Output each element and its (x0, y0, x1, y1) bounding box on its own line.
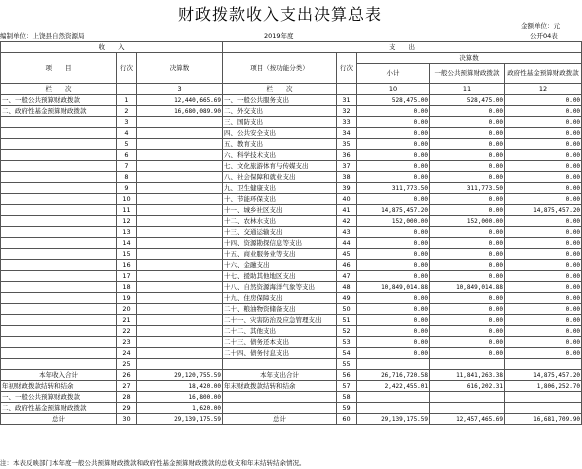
expense-subtotal-cell: 152,000.00 (357, 216, 430, 227)
table-row (1, 359, 582, 370)
income-row-no-cell: 27 (117, 381, 137, 392)
expense-row-no-cell: 40 (337, 194, 357, 205)
footnote: 注：本表反映部门本年度一般公共预算财政拨款和政府性基金预算财政拨款的总收支和年末结转结余情况。 (0, 459, 306, 467)
expense-subtotal-cell (357, 359, 430, 370)
table-row (1, 293, 582, 304)
income-amount-cell: 1,620.00 (137, 403, 223, 414)
income-amount-cell (137, 249, 223, 260)
expense-gov-fund-cell: 0.00 (505, 216, 582, 227)
income-row-no-cell: 30 (117, 414, 137, 425)
income-amount-cell: 29,139,175.59 (137, 414, 223, 425)
expense-row-no-cell: 31 (337, 95, 357, 106)
expense-row-no-cell: 36 (337, 150, 357, 161)
row-no-header-2: 行次 (337, 53, 357, 84)
budget-table (0, 41, 582, 425)
expense-row-no-cell: 44 (337, 238, 357, 249)
expense-item-cell: 二十四、债务付息支出 (223, 348, 337, 359)
expense-general-budget-cell (430, 392, 505, 403)
income-item-cell (1, 216, 117, 227)
expense-gov-fund-cell: 0.00 (505, 161, 582, 172)
expense-general-budget-cell (430, 359, 505, 370)
expense-gov-fund-cell (505, 359, 582, 370)
expense-item-cell: 一、一般公共服务支出 (223, 95, 337, 106)
expense-gov-fund-cell: 0.00 (505, 293, 582, 304)
expense-gov-fund-cell: 0.00 (505, 194, 582, 205)
income-item-cell (1, 326, 117, 337)
expense-row-no-cell: 54 (337, 348, 357, 359)
expense-subtotal-cell: 0.00 (357, 249, 430, 260)
income-row-no-cell: 6 (117, 150, 137, 161)
table-row (1, 260, 582, 271)
expense-general-budget-cell: 0.00 (430, 348, 505, 359)
col-3: 3 (137, 84, 223, 95)
expense-gov-fund-cell: 0.00 (505, 282, 582, 293)
income-item-cell (1, 260, 117, 271)
expense-general-budget-cell: 616,202.31 (430, 381, 505, 392)
table-row (1, 216, 582, 227)
expense-gov-fund-cell: 0.00 (505, 271, 582, 282)
expense-item-cell: 本年支出合计 (223, 370, 337, 381)
expense-general-budget-cell: 0.00 (430, 172, 505, 183)
expense-subtotal-cell: 29,139,175.59 (357, 414, 430, 425)
expense-item-cell: 十二、农林水支出 (223, 216, 337, 227)
income-item-cell (1, 172, 117, 183)
final-amount-header: 决算数 (137, 53, 223, 84)
income-amount-cell (137, 139, 223, 150)
expense-row-no-cell: 47 (337, 271, 357, 282)
page-title: 财政拨款收入支出决算总表 (177, 5, 382, 24)
expense-header: 支 出 (223, 42, 582, 53)
form-number: 公开04表 (530, 32, 558, 40)
expense-subtotal-cell: 0.00 (357, 337, 430, 348)
income-row-no-cell: 17 (117, 271, 137, 282)
expense-row-no-cell: 34 (337, 128, 357, 139)
expense-gov-fund-cell: 0.00 (505, 326, 582, 337)
expense-item-cell (223, 392, 337, 403)
expense-row-no-cell: 59 (337, 403, 357, 414)
expense-item-cell: 二、外交支出 (223, 106, 337, 117)
expense-item-cell: 十八、自然资源海洋气象等支出 (223, 282, 337, 293)
expense-subtotal-cell: 0.00 (357, 238, 430, 249)
expense-general-budget-cell: 528,475.00 (430, 95, 505, 106)
expense-item-cell: 二十、粮油物资储备支出 (223, 304, 337, 315)
income-item-cell (1, 359, 117, 370)
income-item-cell (1, 227, 117, 238)
income-item-cell: 一、一般公共预算财政拨款 (1, 392, 117, 403)
expense-item-cell: 十九、住房保障支出 (223, 293, 337, 304)
expense-gov-fund-cell: 0.00 (505, 128, 582, 139)
expense-subtotal-cell: 0.00 (357, 271, 430, 282)
expense-general-budget-cell (430, 403, 505, 414)
income-header: 收 入 (1, 42, 223, 53)
income-amount-cell (137, 293, 223, 304)
expense-item-cell: 十六、金融支出 (223, 260, 337, 271)
income-amount-cell (137, 161, 223, 172)
income-row-no-cell: 14 (117, 238, 137, 249)
expense-row-no-cell: 55 (337, 359, 357, 370)
income-row-no-cell: 11 (117, 205, 137, 216)
income-row-no-cell: 25 (117, 359, 137, 370)
income-row-no-cell: 4 (117, 128, 137, 139)
expense-item-cell: 十四、资源勘探信息等支出 (223, 238, 337, 249)
income-row-no-cell: 7 (117, 161, 137, 172)
expense-general-budget-cell: 0.00 (430, 194, 505, 205)
income-row-no-cell: 20 (117, 304, 137, 315)
table-row (1, 183, 582, 194)
expense-row-no-cell: 60 (337, 414, 357, 425)
income-item-cell (1, 128, 117, 139)
expense-item-cell: 五、教育支出 (223, 139, 337, 150)
meta-row (0, 31, 560, 39)
expense-row-no-cell: 49 (337, 293, 357, 304)
expense-subtotal-cell: 0.00 (357, 139, 430, 150)
expense-gov-fund-cell: 0.00 (505, 150, 582, 161)
income-amount-cell (137, 315, 223, 326)
expense-subtotal-cell: 0.00 (357, 161, 430, 172)
expense-gov-fund-cell: 1,806,252.70 (505, 381, 582, 392)
expense-general-budget-cell: 311,773.50 (430, 183, 505, 194)
expense-row-no-cell: 46 (337, 260, 357, 271)
income-row-no-cell: 1 (117, 95, 137, 106)
expense-item-cell: 三、国防支出 (223, 117, 337, 128)
expense-general-budget-cell: 152,000.00 (430, 216, 505, 227)
expense-gov-fund-cell: 0.00 (505, 172, 582, 183)
income-amount-cell: 16,800.00 (137, 392, 223, 403)
income-item-cell: 二、政府性基金预算财政拨款 (1, 106, 117, 117)
expense-row-no-cell: 43 (337, 227, 357, 238)
expense-subtotal-cell: 0.00 (357, 150, 430, 161)
income-row-no-cell: 10 (117, 194, 137, 205)
expense-gov-fund-cell: 0.00 (505, 183, 582, 194)
income-amount-cell (137, 117, 223, 128)
expense-row-no-cell: 42 (337, 216, 357, 227)
income-row-no-cell: 22 (117, 326, 137, 337)
income-amount-cell (137, 260, 223, 271)
expense-item-cell: 十七、援助其他地区支出 (223, 271, 337, 282)
expense-general-budget-cell: 0.00 (430, 315, 505, 326)
expense-gov-fund-cell: 0.00 (505, 348, 582, 359)
income-row-no-cell: 12 (117, 216, 137, 227)
final-amount-header-2: 决算数 (357, 53, 582, 64)
expense-subtotal-cell: 0.00 (357, 172, 430, 183)
col-12: 12 (505, 84, 582, 95)
income-amount-cell (137, 271, 223, 282)
table-row (1, 249, 582, 260)
income-row-no-cell: 28 (117, 392, 137, 403)
expense-general-budget-cell: 0.00 (430, 106, 505, 117)
expense-item-cell: 十三、交通运输支出 (223, 227, 337, 238)
col-10: 10 (357, 84, 430, 95)
expense-gov-fund-cell: 0.00 (505, 249, 582, 260)
expense-item-cell (223, 359, 337, 370)
income-amount-cell (137, 304, 223, 315)
expense-subtotal-cell: 0.00 (357, 315, 430, 326)
org-label: 编制单位：上饶县自然资源局 (0, 32, 85, 40)
income-row-no-cell: 19 (117, 293, 137, 304)
table-row (1, 95, 582, 106)
income-item-cell (1, 315, 117, 326)
income-amount-cell (137, 205, 223, 216)
expense-gov-fund-cell: 16,681,709.90 (505, 414, 582, 425)
expense-subtotal-cell: 0.00 (357, 326, 430, 337)
income-amount-cell (137, 183, 223, 194)
expense-subtotal-cell: 14,875,457.20 (357, 205, 430, 216)
expense-general-budget-cell: 0.00 (430, 293, 505, 304)
table-row (1, 304, 582, 315)
expense-row-no-cell: 57 (337, 381, 357, 392)
expense-gov-fund-cell: 14,875,457.20 (505, 370, 582, 381)
expense-gov-fund-cell: 14,875,457.20 (505, 205, 582, 216)
income-row-no-cell: 23 (117, 337, 137, 348)
expense-subtotal-cell: 0.00 (357, 194, 430, 205)
header-row-sections (1, 42, 582, 53)
table-row (1, 403, 582, 414)
expense-item-cell: 二十一、灾害防治及应急管理支出 (223, 315, 337, 326)
col-label: 栏 次 (1, 84, 117, 95)
income-item-cell: 年初财政拨款结转和结余 (1, 381, 117, 392)
income-amount-cell (137, 172, 223, 183)
row-no-header: 行次 (117, 53, 137, 84)
table-row (1, 227, 582, 238)
expense-gov-fund-cell: 0.00 (505, 139, 582, 150)
expense-gov-fund-cell: 0.00 (505, 117, 582, 128)
general-budget-header: 一般公共预算财政拨款 (430, 64, 505, 84)
income-item-cell: 二、政府性基金预算财政拨款 (1, 403, 117, 414)
income-item-cell: 总计 (1, 414, 117, 425)
expense-subtotal-cell: 0.00 (357, 260, 430, 271)
income-item-cell (1, 161, 117, 172)
income-amount-cell (137, 227, 223, 238)
expense-row-no-cell: 41 (337, 205, 357, 216)
expense-general-budget-cell: 0.00 (430, 238, 505, 249)
expense-item-cell: 四、公共安全支出 (223, 128, 337, 139)
col-11: 11 (430, 84, 505, 95)
income-item-cell (1, 183, 117, 194)
expense-row-no-cell: 56 (337, 370, 357, 381)
income-row-no-cell: 24 (117, 348, 137, 359)
table-row (1, 128, 582, 139)
amount-unit-label: 金额单位：元 (521, 22, 560, 30)
expense-row-no-cell: 39 (337, 183, 357, 194)
expense-general-budget-cell: 12,457,465.69 (430, 414, 505, 425)
expense-general-budget-cell: 0.00 (430, 128, 505, 139)
income-item-cell (1, 238, 117, 249)
header-row-final (1, 53, 582, 64)
item-header: 项 目 (1, 53, 117, 84)
expense-subtotal-cell: 26,716,720.58 (357, 370, 430, 381)
expense-gov-fund-cell: 0.00 (505, 95, 582, 106)
expense-row-no-cell: 52 (337, 326, 357, 337)
expense-item-cell: 十一、城乡社区支出 (223, 205, 337, 216)
table-row (1, 370, 582, 381)
expense-subtotal-cell: 0.00 (357, 106, 430, 117)
income-amount-cell: 18,420.00 (137, 381, 223, 392)
table-row (1, 348, 582, 359)
table-row (1, 414, 582, 425)
expense-general-budget-cell: 0.00 (430, 271, 505, 282)
expense-general-budget-cell: 0.00 (430, 304, 505, 315)
expense-item-cell: 十、节能环保支出 (223, 194, 337, 205)
table-row (1, 172, 582, 183)
col-label-2: 栏 次 (223, 84, 337, 95)
table-row (1, 326, 582, 337)
income-row-no-cell: 18 (117, 282, 137, 293)
income-item-cell (1, 304, 117, 315)
table-row (1, 106, 582, 117)
expense-subtotal-cell: 311,773.50 (357, 183, 430, 194)
income-amount-cell (137, 348, 223, 359)
expense-row-no-cell: 51 (337, 315, 357, 326)
expense-general-budget-cell: 11,841,263.38 (430, 370, 505, 381)
income-amount-cell: 12,440,665.69 (137, 95, 223, 106)
expense-gov-fund-cell: 0.00 (505, 337, 582, 348)
expense-row-no-cell: 32 (337, 106, 357, 117)
income-item-cell (1, 205, 117, 216)
income-row-no-cell: 3 (117, 117, 137, 128)
income-row-no-cell: 2 (117, 106, 137, 117)
expense-general-budget-cell: 10,849,014.88 (430, 282, 505, 293)
expense-gov-fund-cell: 0.00 (505, 106, 582, 117)
expense-row-no-cell: 37 (337, 161, 357, 172)
table-row (1, 150, 582, 161)
income-row-no-cell: 9 (117, 183, 137, 194)
table-row (1, 337, 582, 348)
table-row (1, 194, 582, 205)
expense-general-budget-cell: 0.00 (430, 161, 505, 172)
table-row (1, 205, 582, 216)
expense-subtotal-cell: 0.00 (357, 117, 430, 128)
income-item-cell: 本年收入合计 (1, 370, 117, 381)
expense-general-budget-cell: 0.00 (430, 139, 505, 150)
expense-item-cell: 八、社会保障和就业支出 (223, 172, 337, 183)
expense-general-budget-cell: 0.00 (430, 337, 505, 348)
expense-subtotal-cell: 10,849,014.88 (357, 282, 430, 293)
func-item-header: 项目（按功能分类） (223, 53, 337, 84)
expense-general-budget-cell: 0.00 (430, 205, 505, 216)
income-row-no-cell: 16 (117, 260, 137, 271)
expense-gov-fund-cell (505, 403, 582, 414)
expense-item-cell: 九、卫生健康支出 (223, 183, 337, 194)
expense-item-cell: 六、科学技术支出 (223, 150, 337, 161)
expense-row-no-cell: 35 (337, 139, 357, 150)
income-amount-cell (137, 282, 223, 293)
income-item-cell (1, 293, 117, 304)
expense-row-no-cell: 58 (337, 392, 357, 403)
income-item-cell (1, 348, 117, 359)
expense-item-cell: 总计 (223, 414, 337, 425)
income-row-no-cell: 29 (117, 403, 137, 414)
expense-gov-fund-cell: 0.00 (505, 260, 582, 271)
income-item-cell (1, 249, 117, 260)
income-item-cell (1, 194, 117, 205)
table-row (1, 238, 582, 249)
income-row-no-cell: 26 (117, 370, 137, 381)
table-row (1, 139, 582, 150)
income-item-cell (1, 117, 117, 128)
income-item-cell (1, 150, 117, 161)
expense-row-no-cell: 33 (337, 117, 357, 128)
expense-general-budget-cell: 0.00 (430, 227, 505, 238)
income-item-cell (1, 337, 117, 348)
income-amount-cell (137, 194, 223, 205)
expense-row-no-cell: 38 (337, 172, 357, 183)
table-row (1, 381, 582, 392)
expense-subtotal-cell (357, 403, 430, 414)
expense-general-budget-cell: 0.00 (430, 150, 505, 161)
expense-subtotal-cell: 2,422,455.01 (357, 381, 430, 392)
expense-gov-fund-cell: 0.00 (505, 315, 582, 326)
expense-subtotal-cell: 0.00 (357, 128, 430, 139)
table-row (1, 161, 582, 172)
table-row (1, 117, 582, 128)
expense-item-cell: 二十三、债务还本支出 (223, 337, 337, 348)
expense-general-budget-cell: 0.00 (430, 260, 505, 271)
income-row-no-cell: 13 (117, 227, 137, 238)
income-amount-cell (137, 326, 223, 337)
income-amount-cell (137, 359, 223, 370)
income-amount-cell (137, 238, 223, 249)
expense-gov-fund-cell: 0.00 (505, 238, 582, 249)
expense-gov-fund-cell: 0.00 (505, 227, 582, 238)
expense-row-no-cell: 50 (337, 304, 357, 315)
table-row (1, 271, 582, 282)
gov-fund-header: 政府性基金预算财政拨款 (505, 64, 582, 84)
expense-general-budget-cell: 0.00 (430, 326, 505, 337)
expense-subtotal-cell: 0.00 (357, 227, 430, 238)
expense-item-cell: 年末财政拨款结转和结余 (223, 381, 337, 392)
expense-subtotal-cell: 528,475.00 (357, 95, 430, 106)
income-amount-cell (137, 128, 223, 139)
expense-row-no-cell: 48 (337, 282, 357, 293)
income-amount-cell (137, 216, 223, 227)
expense-item-cell: 十五、商业服务业等支出 (223, 249, 337, 260)
expense-gov-fund-cell (505, 392, 582, 403)
income-item-cell (1, 282, 117, 293)
year-label: 2019年度 (264, 32, 294, 40)
expense-gov-fund-cell: 0.00 (505, 304, 582, 315)
table-row (1, 282, 582, 293)
income-amount-cell (137, 150, 223, 161)
table-row (1, 392, 582, 403)
expense-subtotal-cell: 0.00 (357, 293, 430, 304)
expense-general-budget-cell: 0.00 (430, 117, 505, 128)
income-amount-cell (137, 337, 223, 348)
expense-row-no-cell: 53 (337, 337, 357, 348)
expense-general-budget-cell: 0.00 (430, 249, 505, 260)
expense-row-no-cell: 45 (337, 249, 357, 260)
expense-subtotal-cell (357, 392, 430, 403)
income-item-cell (1, 139, 117, 150)
subtotal-header: 小计 (357, 64, 430, 84)
income-row-no-cell: 8 (117, 172, 137, 183)
income-amount-cell: 29,120,755.59 (137, 370, 223, 381)
column-label-row (1, 84, 582, 95)
expense-item-cell: 二十二、其他支出 (223, 326, 337, 337)
expense-item-cell: 七、文化旅游体育与传媒支出 (223, 161, 337, 172)
income-item-cell (1, 271, 117, 282)
expense-subtotal-cell: 0.00 (357, 348, 430, 359)
expense-subtotal-cell: 0.00 (357, 304, 430, 315)
table-row (1, 315, 582, 326)
income-item-cell: 一、一般公共预算财政拨款 (1, 95, 117, 106)
income-row-no-cell: 15 (117, 249, 137, 260)
income-row-no-cell: 5 (117, 139, 137, 150)
income-row-no-cell: 21 (117, 315, 137, 326)
expense-item-cell (223, 403, 337, 414)
income-amount-cell: 16,680,089.90 (137, 106, 223, 117)
